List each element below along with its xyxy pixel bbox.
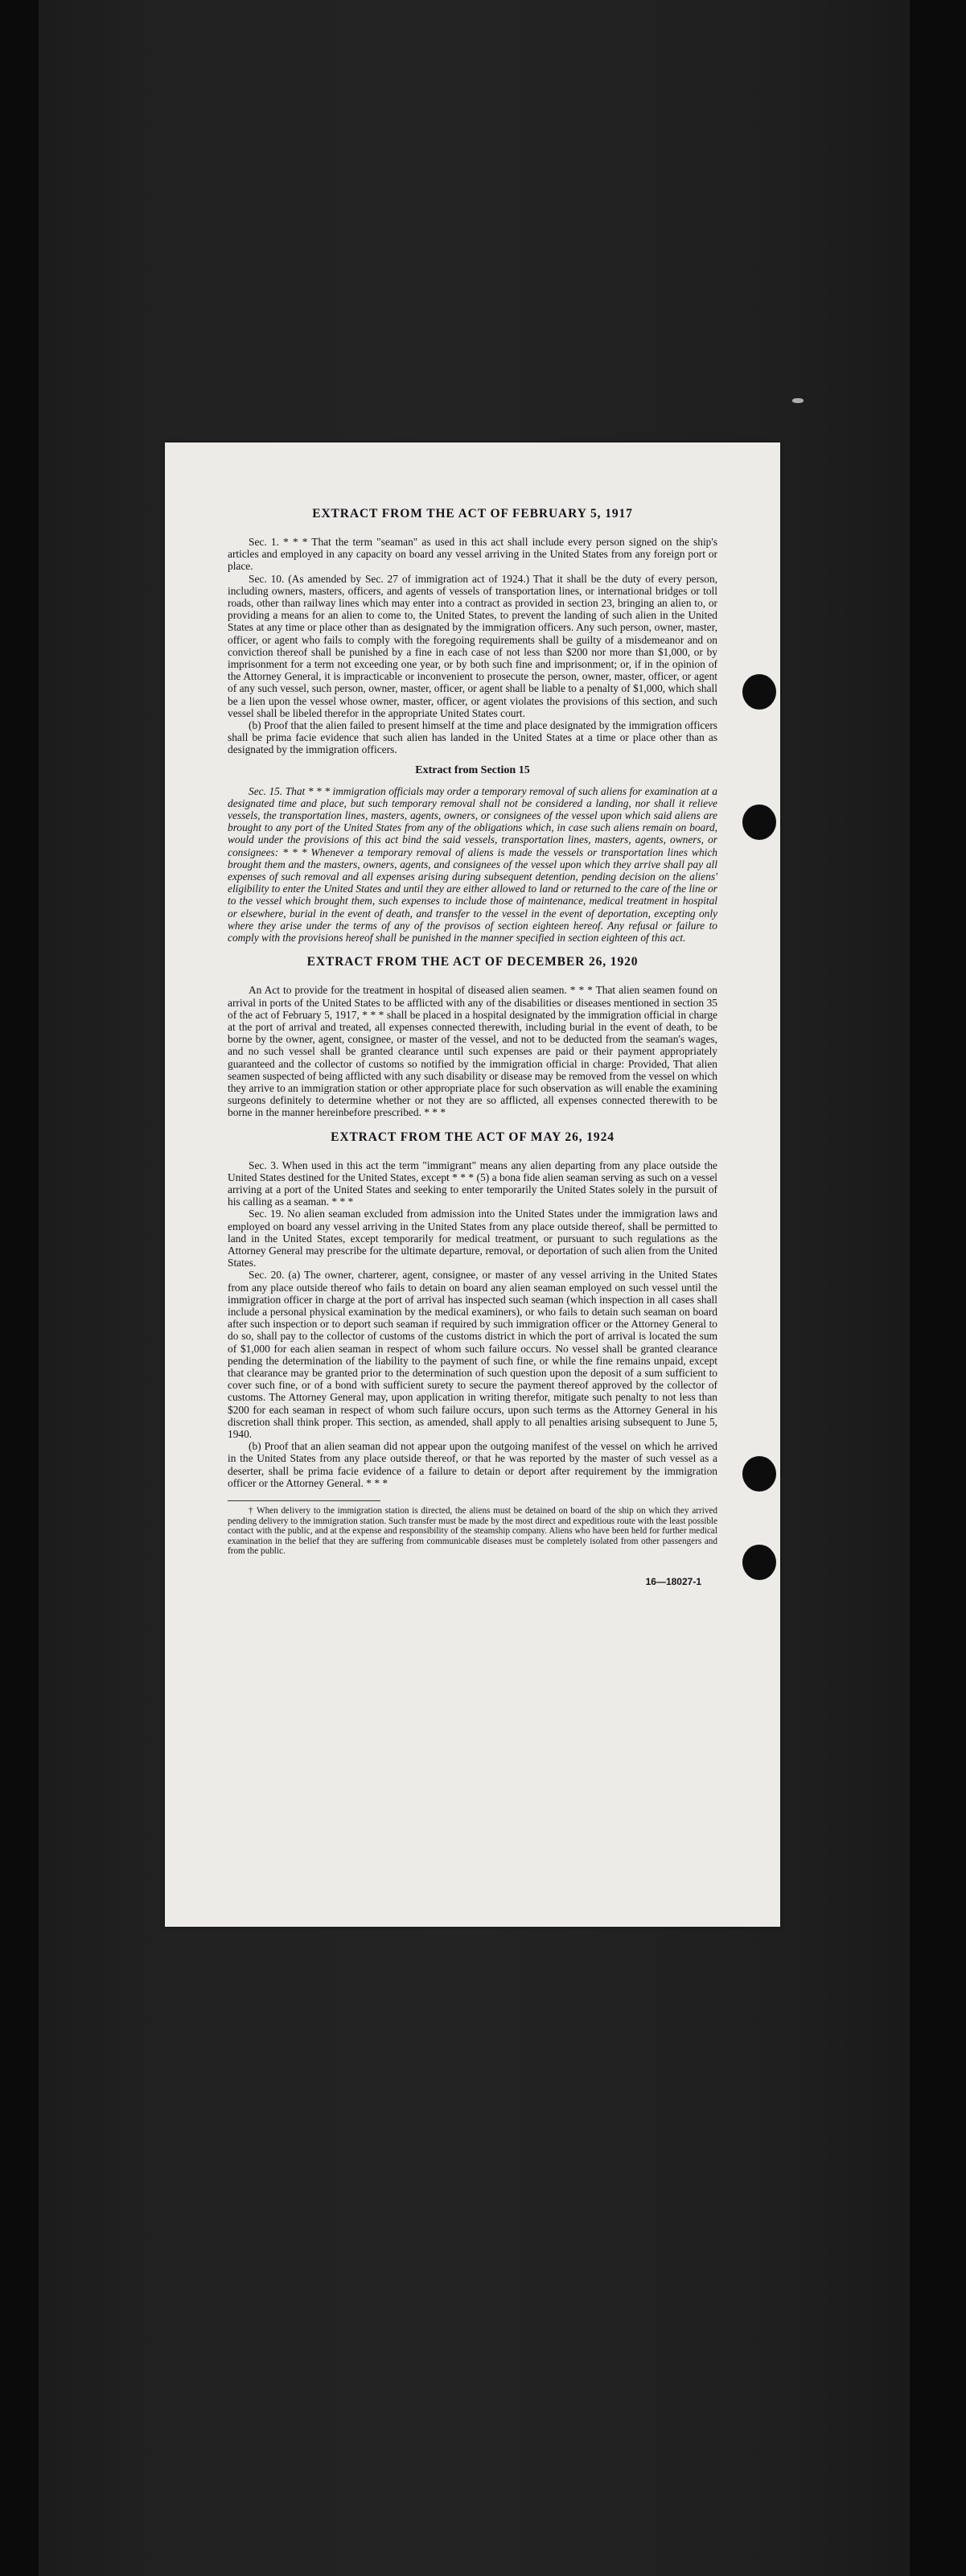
paragraph-sec19: Sec. 19. No alien seaman excluded from admission into the United States under the immigration laws and employed on board any vessel arriving in the United States from any place outside thereof, shall be permitted to land in the United States, except temporarily for medical treatment, or pursuant to such regulations as the Attorney General may prescribe for the ultimate departure, removal, or deportation of such alien from the United States.	[228, 1208, 717, 1269]
footnote-block	[228, 1506, 717, 1557]
paragraph-sec3: Sec. 3. When used in this act the term "immigrant" means any alien departing from any place outside the United States destined for the United States, except * * * (5) a bona fide alien seaman serving as such on a vessel arriving at a port of the United States and seeking to enter temporarily the United States solely in the pursuit of his calling as a seaman. * * *	[228, 1158, 717, 1208]
footnote-rule	[228, 1500, 380, 1501]
paragraph-sec20: Sec. 20. (a) The owner, charterer, agent, consignee, or master of any vessel arriving in the United States from any place outside thereof who fails to detain on board any alien seaman employed on such vessel until the immigration officer in charge at the port of arrival has inspected such seaman (which inspection in all cases shall include a personal physical examination by the medical examiners), or who fails to detain such seaman on board after such inspection or to deport such seaman if required by such immigration officer or the Attorney General to do so, shall pay to the collector of customs of the customs district in which the port of arrival is located the sum of $1,000 for each alien seaman in respect of whom such failure occurs. No vessel shall be granted clearance pending the determination of the liability to the payment of such fine, or while the fine remains unpaid, except that clearance may be granted prior to the determination of such question upon the deposit of a sum sufficient to cover such fine, or of a bond with sufficient surety to secure the payment thereof approved by the collector of customs. The Attorney General may, upon application in writing therefor, mitigate such penalty to not less than $200 for each seaman in respect of whom such failure occurs, upon such terms as the Attorney General in his discretion shall think proper. This section, as amended, shall apply to all penalties arising subsequent to June 5, 1940.	[228, 1269, 717, 1440]
paragraph-sec1: Sec. 1. * * * That the term "seaman" as used in this act shall include every person signed on the ship's articles and employed in any capacity on board any vessel arriving in the United States from any foreign port or place.	[228, 536, 717, 573]
dust-speck	[792, 398, 804, 403]
heading-act-1920: EXTRACT FROM THE ACT OF DECEMBER 26, 1920	[306, 955, 639, 969]
film-edge-left	[0, 0, 39, 2576]
paragraph-sec15: Sec. 15. That * * * immigration officials may order a temporary removal of such aliens for examination at a designated time and place, but such temporary removal shall not be considered a landing, nor shall it relieve vessels, the transportation lines, masters, agents, owners, or consignees of the vessel upon which said aliens are brought to any port of the United States from any of the obligations which, in case such aliens remain on board, would under the provisions of this act bind the said vessels, transportation lines, masters, agents, owners, or consignees: * * * Whenever a temporary removal of aliens is made the vessels or transportation lines which brought them and the masters, owners, agents, and consignees of the vessel upon which they arrive shall pay all expenses of such removal and all expenses arising during subsequent detention, pending decision on the aliens' eligibility to enter the United States and until they are either allowed to land or returned to the care of the line or to the vessel which brought them, such expenses to include those of maintenance, medical treatment in hospital or elsewhere, burial in the event of death, and transfer to the vessel in the event of deportation, excepting only where they arise under the terms of any of the provisos of section eighteen hereof. Any refusal or failure to comply with the provisions hereof shall be punished in the manner specified in section eighteen of this act.	[228, 784, 717, 944]
punch-hole	[742, 674, 776, 710]
heading-act-1917: EXTRACT FROM THE ACT OF FEBRUARY 5, 1917	[312, 507, 633, 521]
footnote-text: † When delivery to the immigration station is directed, the aliens must be detained on board of the ship on which they arrived pending delivery to the immigration station. Such transfer must be made by the most direct and expeditious route with the least possible contact with the public, and at the expense and responsibility of the steamship company. Aliens who have been held for further medical examination in the belief that they are suffering from communicable diseases must be completely isolated from other passengers and from the public.	[228, 1506, 717, 1557]
punch-hole	[742, 1456, 776, 1492]
paragraph-sec20b: (b) Proof that an alien seaman did not appear upon the outgoing manifest of the vessel on which he arrived in the United States from any place outside thereof, or that he was reported by the master of such vessel as a deserter, shall be prima facie evidence of a failure to detain or deport after requirement by the immigration officer or the Attorney General. * * *	[228, 1440, 717, 1489]
document-page	[165, 442, 780, 1927]
heading-act-1924: EXTRACT FROM THE ACT OF MAY 26, 1924	[331, 1130, 615, 1144]
form-number: 16—18027-1	[645, 1575, 701, 1587]
heading-section-15: Extract from Section 15	[415, 763, 530, 776]
paragraph-1920: An Act to provide for the treatment in hospital of diseased alien seamen. * * * That alien seamen found on arrival in ports of the United States to be afflicted with any of the disabilities or diseases mentioned in section 35 of the act of February 5, 1917, * * * shall be placed in a hospital designated by the immigration official in charge at the port of arrival and treated, all expenses connected therewith, including burial in the event of death, to be borne by the owner, agent, consignee, or master of the vessel, and not to be deducted from the seaman's wages, and no such vessel shall be granted clearance until such expenses are paid or their payment appropriately guaranteed and the collector of customs so notified by the immigration official in charge: Provided, That alien seamen suspected of being afflicted with any such disability or disease may be removed from the vessel on which they arrive to an immigration station or other appropriate place for such observation as will enable the examining surgeons definitely to determine whether or not they are so afflicted, all expenses connected therewith to be borne in the manner hereinbefore prescribed. * * *	[228, 984, 717, 1119]
film-edge-right	[910, 0, 966, 2576]
paragraph-sec10b: (b) Proof that the alien failed to present himself at the time and place designated by the immigration officers shall be prima facie evidence that such alien has landed in the United States at a time or place other than as designated by the immigration officers.	[228, 719, 717, 756]
punch-hole	[742, 1545, 776, 1580]
paragraph-sec10: Sec. 10. (As amended by Sec. 27 of immigration act of 1924.) That it shall be the duty of every person, including owners, masters, officers, and agents of vessels of transportation lines, or international bridges or toll roads, other than railway lines which may enter into a contract as provided in section 23, bringing an alien to, or providing a means for an alien to come to, the United States, to prevent the landing of such alien in the United States at any time or place other than as designated by the immigration officers. Any such person, owner, master, officer, or agent who fails to comply with the foregoing requirements shall be guilty of a misdemeanor and on conviction thereof shall be punished by a fine in each case of not less than $200 nor more than $1,000, or by imprisonment for a term not exceeding one year, or by both such fine and imprisonment; or, if in the opinion of the Attorney General, it is impracticable or inconvenient to prosecute the person, owner, master, officer, or agent of any such vessel, such person, owner, master, officer, or agent shall be liable to a penalty of $1,000, which shall be a lien upon the vessel whose owner, master, officer, or agent violates the provisions of this section, and such vessel shall be libeled therefor in the appropriate United States court.	[228, 572, 717, 719]
punch-hole	[742, 804, 776, 840]
